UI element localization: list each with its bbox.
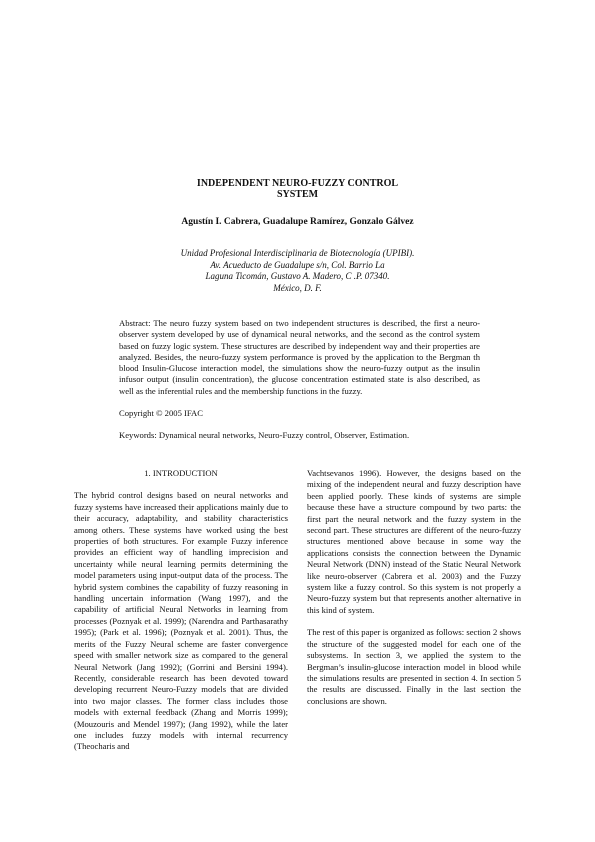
keywords: Keywords: Dynamical neural networks, Neuro-Fuzzy control, Observer, Estimation. <box>119 430 410 440</box>
title-line-2: SYSTEM <box>276 189 319 200</box>
right-column <box>307 468 521 707</box>
left-column <box>74 468 288 753</box>
authors: Agustín I. Cabrera, Guadalupe Ramírez, Gonzalo Gálvez <box>181 217 414 227</box>
affiliation-line: Unidad Profesional Interdisciplinaria de Biotecnología (UPIBI). <box>180 248 415 258</box>
copyright: Copyright © 2005 IFAC <box>119 408 203 418</box>
body-paragraph: The rest of this paper is organized as follows: section 2 shows the structure of the suggested model for each one of the subsystems. In section 3, we applied the system to the Bergman’s insulin-glucose interaction model in blood while the simulations results are presented in section 4. In section 5 the results are discussed. Finally in the last section the conclusions are shown. <box>307 627 521 706</box>
affiliation-line: Laguna Ticomán, Gustavo A. Madero, C .P. 07340. <box>205 271 390 281</box>
affiliation-line: Av. Acueducto de Guadalupe s/n, Col. Barrio La <box>210 259 385 270</box>
body-paragraph: Vachtsevanos 1996). However, the designs based on the mixing of the independent neural and fuzzy description have been applied poorly. These kinds of systems are simple because these have a structure compound by two parts: the first part the neural network and the fuzzy system in the second part. These structures are different of the neuro-fuzzy structures mentioned above because in some way the applications consists the connection between the Dynamic Neural Network (DNN) instead of the Static Neural Network like neuro-observer (Cabrera et al. 2003) and the Fuzzy system like a fuzzy control. So this system is not properly a Neuro-fuzzy system but that represents another alternative in this kind of system. <box>307 468 521 615</box>
title-line-1: INDEPENDENT NEURO-FUZZY CONTROL <box>196 178 399 189</box>
abstract: Abstract: The neuro fuzzy system based on two independent structures is described, the first a neuro-observer system developed by use of dynamical neural networks, and the second as the control system based on fuzzy logic system. These structures are described by independent way and their properties are analyzed. Besides, the neuro-fuzzy system performance is proved by the application to the Bergman th blood Insulin-Glucose interaction model, the simulations show the neuro-fuzzy output as the insulin infusor output (insulin concentration), the glucose concentration estimated state is also described, as well as the inferential rules and the membership functions in the fuzzy. <box>119 318 480 396</box>
paper-title <box>0 178 595 200</box>
body-paragraph: The hybrid control designs based on neural networks and fuzzy systems have increased their applications mainly due to their accuracy, adaptability, and stability characteristics among others. These systems have worked using the best properties of both structures. For example Fuzzy inference provides an efficient way of handling imprecision and uncertainty while neural learning permits determining the model parameters using input-output data of the process. The hybrid system combines the capability of fuzzy reasoning in handling uncertain information (Wang 1997), and the capability of artificial Neural Networks in learning from processes (Poznyak et al. 1999); (Narendra and Parthasarathy 1995); (Park et al. 1996); (Poznyak et al. 2001). Thus, the merits of the Fuzzy Neural scheme are faster convergence speed with smaller network size as compared to the general Neural Network (Jang 1992); (Gorrini and Bersini 1994). Recently, considerable research has been devoted toward developing recurrent Neuro-Fuzzy models that are divided into two major classes. The former class includes those models with external feedback (Zhang and Morris 1999); (Mouzouris and Mendel 1997); (Jang 1992), while the later one includes fuzzy models with internal recurrency (Theocharis and <box>74 490 288 752</box>
affiliation-line: México, D. F. <box>273 282 322 293</box>
affiliation <box>0 248 595 294</box>
section-heading: 1. INTRODUCTION <box>144 468 218 478</box>
